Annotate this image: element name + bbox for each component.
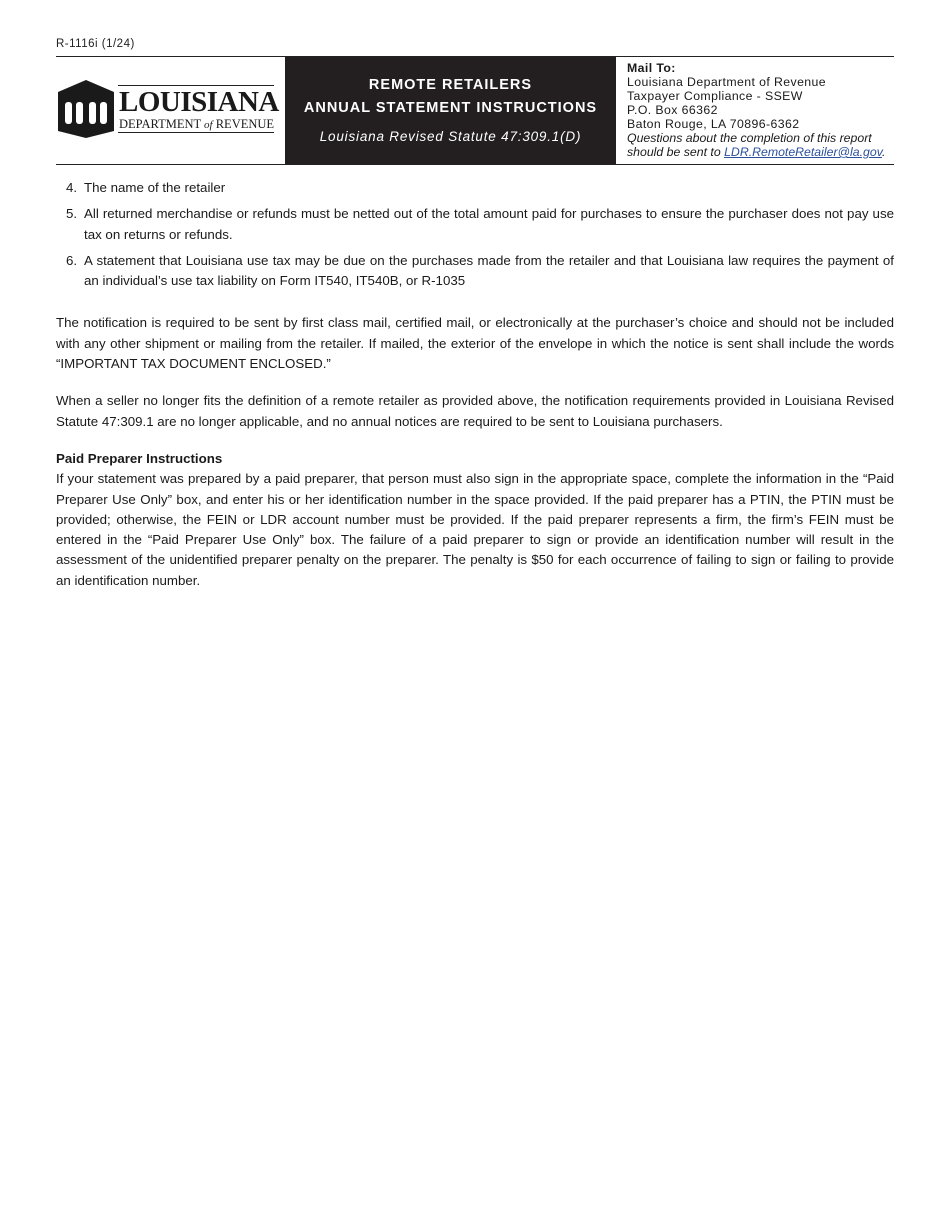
title-line-2: ANNUAL STATEMENT INSTRUCTIONS: [303, 100, 598, 116]
notification-paragraph: The notification is required to be sent by first class mail, certified mail, or electronically at the purchaser’s choice and should not be included with any other shipment or mailing from the retailer. If mailed, the exterior of the envelope in which the notice is sent shall include the words “IMPORTANT TAX DOCUMENT ENCLOSED.”: [56, 315, 894, 372]
mail-address-line-4: Baton Rouge, LA 70896-6362: [627, 117, 800, 131]
paid-preparer-heading: Paid Preparer Instructions: [56, 450, 223, 466]
list-item: 4. The name of the retailer: [66, 180, 226, 195]
email-link[interactable]: LDR.RemoteRetailer@la.gov: [724, 145, 882, 159]
mail-to-label: Mail To:: [627, 61, 676, 75]
title-block: [285, 57, 616, 164]
statute-reference: Louisiana Revised Statute 47:309.1(D): [319, 129, 582, 144]
mail-address-line-2: Taxpayer Compliance - SSEW: [627, 89, 803, 103]
instructions-body: [56, 178, 894, 591]
title-line-1: REMOTE RETAILERS: [368, 77, 533, 93]
mail-to-block: [627, 61, 897, 159]
logo-department: DEPARTMENT of REVENUE: [119, 117, 275, 131]
mail-address-line-1: Louisiana Department of Revenue: [627, 75, 827, 89]
list-item: 6. A statement that Louisiana use tax may be due on the purchases made from the retailer and that Louisiana law requires the payment of an individual’s use tax liability on Form IT540, IT540B, or R-1035: [66, 252, 894, 289]
capitol-columns-icon: [56, 79, 116, 139]
paid-preparer-paragraph: If your statement was prepared by a paid preparer, that person must also sign in the appropriate space, complete the information in the “Paid Preparer Use Only” box, and enter his or her identification number in the space provided. If the paid preparer has a PTIN, the PTIN must be provided; otherwise, the FEIN or LDR account number must be provided. If the paid preparer represents a firm, the firm’s FEIN must be entered in the “Paid Preparer Use Only” box. The failure of a paid preparer to sign or provide an identification number will result in the assessment of the unidentified preparer penalty on the preparer. The penalty is $50 for each occurrence of failing to sign or failing to provide an identification number.: [56, 471, 894, 588]
form-id: R-1116i (1/24): [56, 38, 135, 50]
no-longer-remote-paragraph: When a seller no longer fits the definition of a remote retailer as provided above, the notification requirements provided in Louisiana Revised Statute 47:309.1 are no longer applicable, and no annual notices are required to be sent to Louisiana purchasers.: [56, 393, 894, 429]
header: [56, 56, 894, 165]
mail-address-line-3: P.O. Box 66362: [627, 103, 718, 117]
questions-note-line-2: should be sent to LDR.RemoteRetailer@la.gov.: [627, 145, 886, 159]
list-item: 5. All returned merchandise or refunds must be netted out of the total amount paid for purchases to ensure the purchaser does not pay use tax on returns or refunds.: [66, 206, 894, 242]
questions-note-line-1: Questions about the completion of this report: [627, 131, 872, 145]
logo-wordmark: LOUISIANA: [119, 86, 279, 118]
ldr-logo: [56, 79, 279, 141]
